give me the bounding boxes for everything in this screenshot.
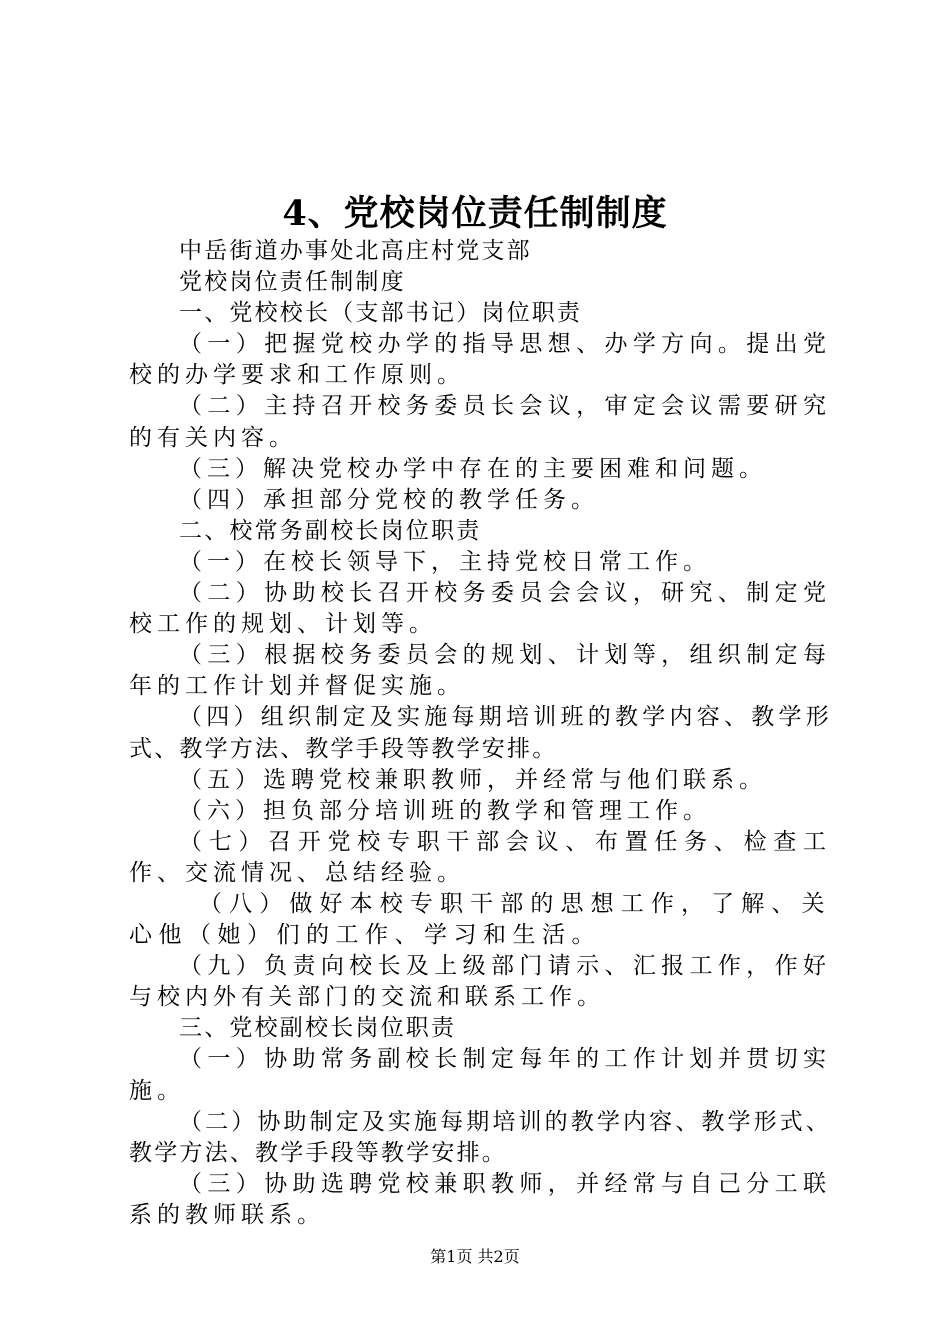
paragraph: （二）主持召开校务委员长会议，审定会议需要研究的有关内容。: [129, 393, 831, 451]
document-body: [129, 236, 831, 1231]
paragraph: （一）把握党校办学的指导思想、办学方向。提出党校的办学要求和工作原则。: [129, 331, 831, 389]
paragraph-org: 中岳街道办事处北高庄村党支部: [179, 238, 532, 264]
page-number-footer: 第1页 共2页: [430, 1247, 520, 1266]
paragraph: （四）组织制定及实施每期培训班的教学内容、教学形式、教学方法、教学手段等教学安排。: [129, 704, 831, 762]
paragraph: （四）承担部分党校的教学任务。: [179, 486, 599, 513]
paragraph: （一）在校长领导下，主持党校日常工作。: [179, 548, 711, 575]
paragraph: （六）担负部分培训班的教学和管理工作。: [179, 797, 711, 824]
section-heading-1: 一、党校校长（支部书记）岗位职责: [179, 300, 583, 327]
paragraph: （三）解决党校办学中存在的主要困难和问题。: [179, 455, 767, 482]
section-heading-3: 三、党校副校长岗位职责: [179, 1015, 457, 1042]
paragraph: （二）协助校长召开校务委员会会议，研究、制定党校工作的规划、计划等。: [129, 580, 831, 638]
paragraph: （二）协助制定及实施每期培训的教学内容、教学形式、教学方法、教学手段等教学安排。: [129, 1108, 831, 1166]
paragraph-subtitle: 党校岗位责任制制度: [179, 269, 406, 296]
paragraph: （八）做好本校专职干部的思想工作，了解、关心他（她）们的工作、学习和生活。: [129, 890, 831, 949]
paragraph: （三）根据校务委员会的规划、计划等，组织制定每年的工作计划并督促实施。: [129, 642, 831, 700]
paragraph: （一）协助常务副校长制定每年的工作计划并贯切实施。: [129, 1046, 831, 1104]
document-title: 4、党校岗位责任制制度: [282, 193, 668, 234]
section-heading-2: 二、校常务副校长岗位职责: [179, 517, 482, 544]
paragraph: （七）召开党校专职干部会议、布置任务、检查工作、交流情况、总结经验。: [129, 828, 831, 886]
paragraph: （五）选聘党校兼职教师，并经常与他们联系。: [179, 766, 767, 793]
paragraph: （三）协助选聘党校兼职教师，并经常与自己分工联系的教师联系。: [129, 1170, 831, 1228]
paragraph: （九）负责向校长及上级部门请示、汇报工作，作好与校内外有关部门的交流和联系工作。: [129, 953, 831, 1011]
